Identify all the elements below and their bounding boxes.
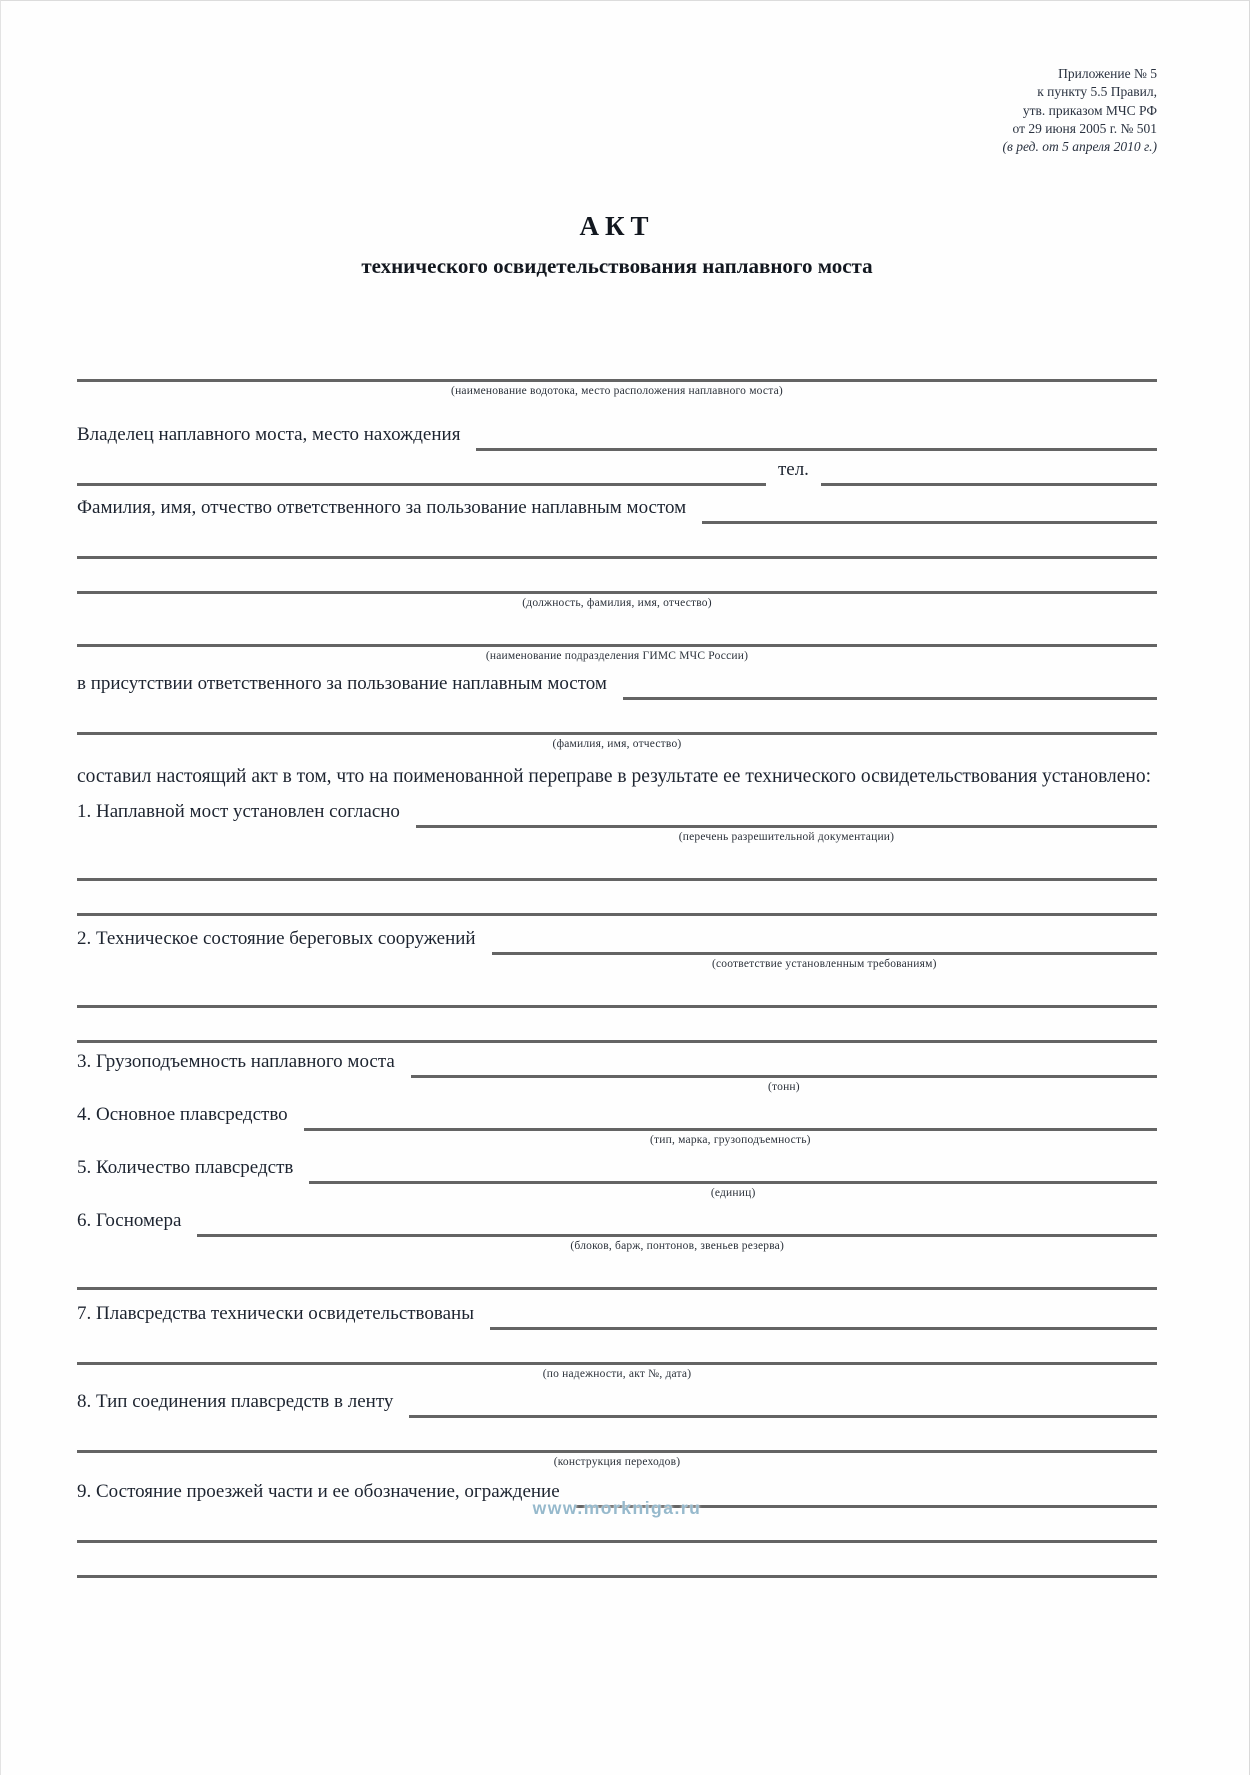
blank-line [77, 457, 766, 486]
form-row-item-6 [77, 1208, 1157, 1255]
fill-area [309, 1155, 1157, 1202]
blank-line [77, 1014, 1157, 1043]
form-row-watercourse-line [77, 353, 1157, 400]
blank-line [77, 565, 1157, 594]
field-label: 7. Плавсредства технически освидетельствованы [77, 1302, 474, 1324]
blank-line [77, 530, 1157, 559]
document-title: АКТ [579, 210, 655, 241]
header-note [77, 65, 1157, 157]
fill-area [77, 1549, 1157, 1578]
fill-area [77, 618, 1157, 665]
form-row-presence-name-line [77, 706, 1157, 753]
form-row-item-7-line [77, 1336, 1157, 1383]
blank-line [77, 979, 1157, 1008]
blank-line [409, 1389, 1157, 1418]
form-row-owner-tel [77, 457, 1157, 486]
blank-line [821, 457, 1157, 486]
field-caption: (тип, марка, грузоподъемность) [650, 1133, 811, 1146]
fill-area [77, 1014, 1157, 1043]
form-row-item-6-blank [77, 1261, 1157, 1290]
form-row-responsible-person [77, 495, 1157, 524]
form-row-item-7 [77, 1301, 1157, 1330]
field-caption: (конструкция переходов) [553, 1455, 681, 1468]
fill-area [77, 979, 1157, 1008]
blank-line [304, 1102, 1157, 1131]
field-label: Владелец наплавного моста, место нахождения [77, 423, 461, 445]
fill-area [77, 1336, 1157, 1383]
blank-line [490, 1301, 1157, 1330]
fill-area [623, 671, 1157, 700]
form-row-item-2 [77, 926, 1157, 973]
field-caption: (фамилия, имя, отчество) [552, 737, 682, 750]
fill-area [416, 799, 1157, 846]
fill-area [492, 926, 1157, 973]
fill-area [77, 887, 1157, 916]
blank-line [77, 887, 1157, 916]
document-subtitle: технического освидетельствования наплавного моста [361, 253, 873, 278]
form-row-responsible-blank [77, 530, 1157, 559]
field-label: 2. Техническое состояние береговых сооружений [77, 927, 476, 949]
form-row-item-1-blank-2 [77, 887, 1157, 916]
fill-area [77, 706, 1157, 753]
form-row-item-2-blank-2 [77, 1014, 1157, 1043]
fill-area [77, 565, 1157, 612]
fill-area [702, 495, 1157, 524]
header-note-line: от 29 июня 2005 г. № 501 [1012, 121, 1157, 137]
form-body [77, 353, 1157, 1578]
fill-area [304, 1102, 1157, 1149]
field-caption: (блоков, барж, понтонов, звеньев резерва) [570, 1239, 785, 1252]
blank-line [77, 353, 1157, 382]
blank-line [77, 1549, 1157, 1578]
fill-area [409, 1389, 1157, 1418]
form-row-item-9-blank-2 [77, 1549, 1157, 1578]
form-row-item-2-blank-1 [77, 979, 1157, 1008]
field-label: 6. Госномера [77, 1209, 182, 1231]
form-row-item-9 [77, 1479, 1157, 1518]
field-label: Фамилия, имя, отчество ответственного за пользование наплавным мостом [77, 496, 687, 518]
fill-area [77, 457, 766, 486]
header-note-line: Приложение № 5 [1058, 66, 1157, 81]
form-row-gims-unit-line [77, 618, 1157, 665]
blank-line [492, 926, 1157, 955]
blank-line [77, 1336, 1157, 1365]
field-label: 9. Состояние проезжей части и ее обозначение, ограждение [77, 1480, 560, 1502]
blank-line [623, 671, 1157, 700]
field-label: 1. Наплавной мост установлен согласно [77, 800, 400, 822]
form-row-owner [77, 422, 1157, 451]
form-row-position-line [77, 565, 1157, 612]
fill-area [490, 1301, 1157, 1330]
blank-line [77, 1424, 1157, 1453]
fill-area [77, 353, 1157, 400]
blank-line [197, 1208, 1157, 1237]
fill-area [77, 1261, 1157, 1290]
field-caption: (тонн) [768, 1080, 800, 1093]
header-note-line: утв. приказом МЧС РФ [1022, 102, 1157, 118]
form-row-item-4 [77, 1102, 1157, 1149]
fill-area [77, 1424, 1157, 1471]
field-caption: (перечень разрешительной документации) [678, 830, 895, 843]
field-label: в присутствии ответственного за пользование наплавным мостом [77, 672, 607, 694]
form-row-item-8-line [77, 1424, 1157, 1471]
form-row-item-1-blank-1 [77, 852, 1157, 881]
fill-area [411, 1049, 1157, 1096]
fill-area [197, 1208, 1157, 1255]
watermark-text: www.morkniga.ru [532, 1497, 702, 1518]
blank-line [77, 706, 1157, 735]
field-label: 8. Тип соединения плавсредств в ленту [77, 1390, 394, 1412]
field-caption: (должность, фамилия, имя, отчество) [522, 596, 712, 609]
form-row-item-3 [77, 1049, 1157, 1096]
field-caption: (по надежности, акт №, дата) [542, 1367, 692, 1380]
header-note-line-revision: (в ред. от 5 апреля 2010 г.) [1002, 139, 1157, 155]
field-label: 3. Грузоподъемность наплавного моста [77, 1050, 395, 1072]
fill-area [821, 457, 1157, 486]
form-row-item-1 [77, 799, 1157, 846]
field-label: 5. Количество плавсредств [77, 1156, 294, 1178]
blank-line [476, 422, 1157, 451]
field-caption: (соответствие установленным требованиям) [711, 957, 937, 970]
blank-line [416, 799, 1157, 828]
blank-line [77, 852, 1157, 881]
form-row-item-8 [77, 1389, 1157, 1418]
blank-line [702, 495, 1157, 524]
fill-area [476, 422, 1157, 451]
tel-label: тел. [777, 458, 809, 480]
field-caption: (наименование водотока, место расположения наплавного моста) [451, 384, 783, 397]
form-paragraph-statement: составил настоящий акт в том, что на поименованной переправе в результате ее технического освидетельствования установлено: [77, 765, 1152, 787]
form-row-in-presence [77, 671, 1157, 700]
field-caption: (наименование подразделения ГИМС МЧС России) [485, 649, 749, 662]
blank-line [77, 618, 1157, 647]
fill-area [77, 530, 1157, 559]
form-row-item-5 [77, 1155, 1157, 1202]
fill-area [77, 852, 1157, 881]
field-caption: (единиц) [710, 1186, 756, 1199]
blank-line [309, 1155, 1157, 1184]
header-note-line: к пункту 5.5 Правил, [1037, 84, 1157, 100]
field-label: 4. Основное плавсредство [77, 1103, 288, 1125]
blank-line [77, 1261, 1157, 1290]
blank-line [411, 1049, 1157, 1078]
